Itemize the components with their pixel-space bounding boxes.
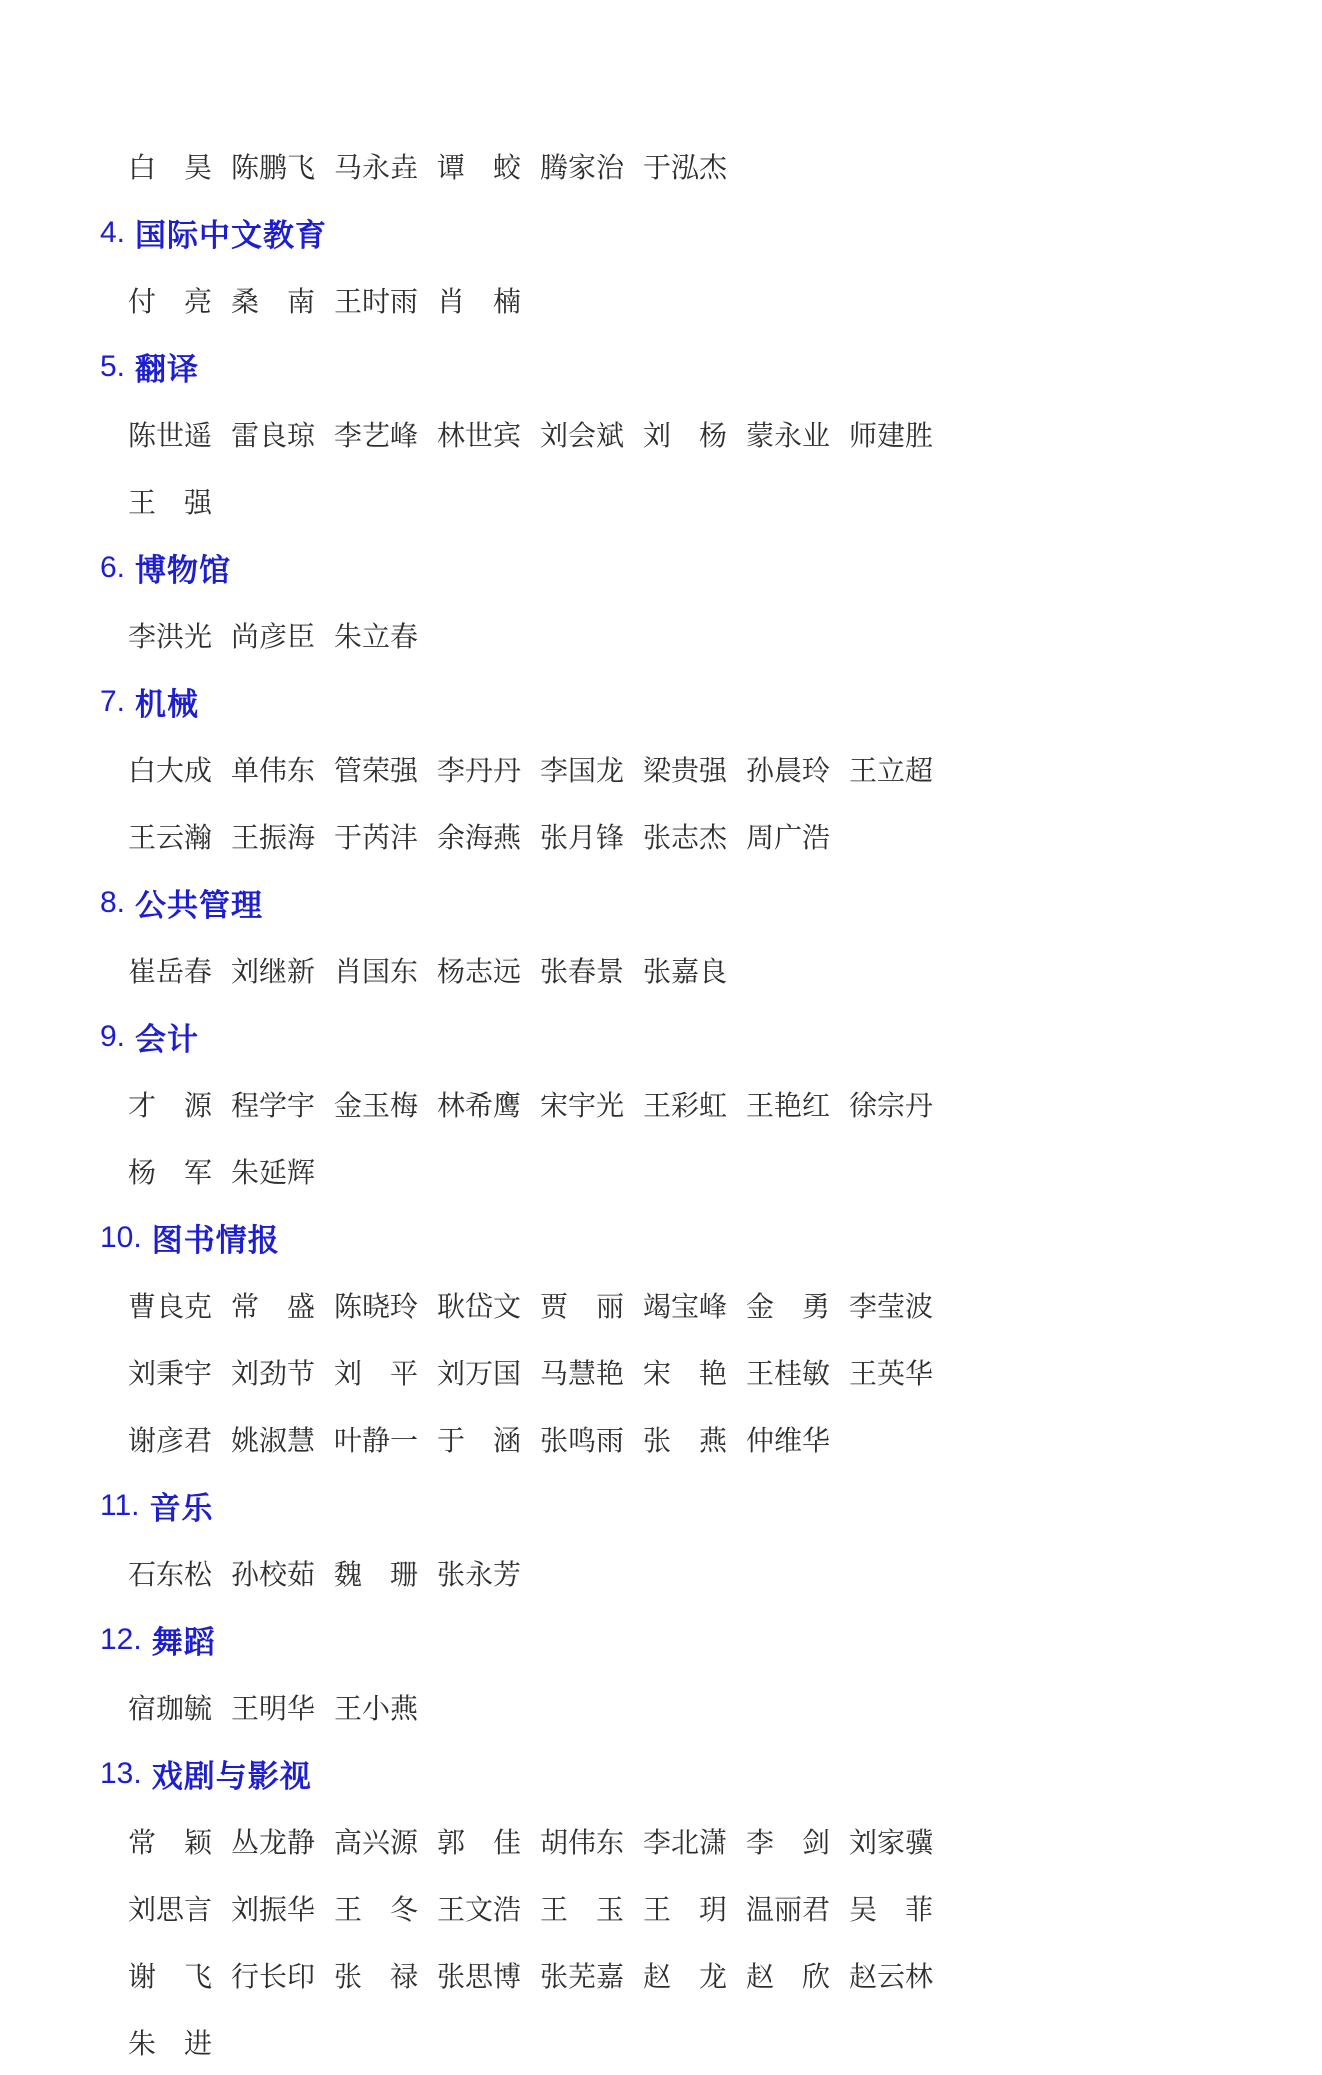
person-name: 李莹波: [849, 1291, 934, 1323]
category-number: 6.: [100, 550, 126, 584]
person-name: 王艳红: [746, 1090, 831, 1122]
person-name: 王文浩: [437, 1894, 522, 1926]
person-name: 曹良克: [128, 1291, 213, 1323]
category-title: 国际中文教育: [135, 218, 328, 253]
person-name: 陈世遥: [128, 420, 213, 452]
name-list: [128, 1271, 1242, 1472]
person-name: 王 冬: [334, 1894, 419, 1926]
person-name: 师建胜: [849, 420, 934, 452]
person-name: 行长印: [231, 1961, 316, 1993]
category-number: 5.: [100, 349, 126, 383]
category-number: 11.: [100, 1488, 140, 1522]
person-name: 赵云林: [849, 1961, 934, 1993]
name-list: [128, 936, 1242, 1003]
person-name: 张 燕: [643, 1425, 728, 1457]
person-name: 李国龙: [540, 755, 625, 787]
person-name: 杨 军: [128, 1157, 213, 1189]
person-name: 耿岱文: [437, 1291, 522, 1323]
category-number: 7.: [100, 684, 126, 718]
category-number: 13.: [100, 1756, 142, 1790]
name-list: [128, 266, 1242, 333]
person-name: 于 涵: [437, 1425, 522, 1457]
person-name: 赵 龙: [643, 1961, 728, 1993]
category-number: 8.: [100, 885, 126, 919]
person-name: 王立超: [849, 755, 934, 787]
person-name: 宋宇光: [540, 1090, 625, 1122]
person-name: 李丹丹: [437, 755, 522, 787]
person-name: 付 亮: [128, 286, 213, 318]
person-name: 王英华: [849, 1358, 934, 1390]
category-title: 机械: [135, 687, 200, 722]
person-name: 林希鹰: [437, 1090, 522, 1122]
name-list: [128, 601, 1242, 668]
person-name: 张嘉良: [643, 956, 728, 988]
person-name: 徐宗丹: [849, 1090, 934, 1122]
person-name: 林世宾: [437, 420, 522, 452]
category-section: [100, 668, 1242, 869]
person-name: 丛龙静: [231, 1827, 316, 1859]
person-name: 才 源: [128, 1090, 213, 1122]
category-section: [100, 1606, 1242, 1740]
person-name: 王 玉: [540, 1894, 625, 1926]
person-name: 余海燕: [437, 822, 522, 854]
person-name: 马永垚: [334, 152, 419, 184]
person-name: 刘秉宇: [128, 1358, 213, 1390]
person-name: 李洪光: [128, 621, 213, 653]
category-title: 图书情报: [151, 1223, 280, 1258]
person-name: 白大成: [128, 755, 213, 787]
category-section: [100, 1003, 1242, 1204]
name-list: [128, 1539, 1242, 1606]
person-name: 王 强: [128, 487, 213, 519]
person-name: 梁贵强: [643, 755, 728, 787]
category-title: 音乐: [149, 1491, 214, 1526]
category-heading: [100, 1606, 1242, 1673]
person-name: 张志杰: [643, 822, 728, 854]
person-name: 张芜嘉: [540, 1961, 625, 1993]
category-heading: [100, 869, 1242, 936]
category-section: [100, 869, 1242, 1003]
person-name: 宋 艳: [643, 1358, 728, 1390]
person-name: 杨志远: [437, 956, 522, 988]
category-title: 公共管理: [135, 888, 264, 923]
person-name: 张思博: [437, 1961, 522, 1993]
category-heading: [100, 1204, 1242, 1271]
category-number: 10.: [100, 1220, 142, 1254]
person-name: 孙校茹: [231, 1559, 316, 1591]
person-name: 张永芳: [437, 1559, 522, 1591]
person-name: 孙晨玲: [746, 755, 831, 787]
category-heading: [100, 534, 1242, 601]
person-name: 谢 飞: [128, 1961, 213, 1993]
person-name: 赵 欣: [746, 1961, 831, 1993]
category-heading: [100, 199, 1242, 266]
person-name: 王桂敏: [746, 1358, 831, 1390]
category-section: [100, 199, 1242, 333]
category-section: [100, 333, 1242, 534]
person-name: 蒙永业: [746, 420, 831, 452]
person-name: 于泓杰: [643, 152, 728, 184]
name-list: [128, 400, 1242, 534]
person-name: 金 勇: [746, 1291, 831, 1323]
person-name: 肖国东: [334, 956, 419, 988]
person-name: 常 颖: [128, 1827, 213, 1859]
category-section: [100, 534, 1242, 668]
person-name: 陈晓玲: [334, 1291, 419, 1323]
person-name: 竭宝峰: [643, 1291, 728, 1323]
category-number: 9.: [100, 1019, 126, 1053]
person-name: 王明华: [231, 1693, 316, 1725]
person-name: 李 剑: [746, 1827, 831, 1859]
person-name: 王云瀚: [128, 822, 213, 854]
person-name: 刘 杨: [643, 420, 728, 452]
person-name: 周广浩: [746, 822, 831, 854]
person-name: 谭 蛟: [437, 152, 522, 184]
person-name: 常 盛: [231, 1291, 316, 1323]
person-name: 胡伟东: [540, 1827, 625, 1859]
person-name: 叶静一: [334, 1425, 419, 1457]
category-title: 舞蹈: [151, 1625, 216, 1660]
person-name: 于芮沣: [334, 822, 419, 854]
name-list: [128, 1673, 1242, 1740]
person-name: 刘继新: [231, 956, 316, 988]
person-name: 刘万国: [437, 1358, 522, 1390]
category-section: [100, 1740, 1242, 2075]
person-name: 温丽君: [746, 1894, 831, 1926]
name-list: [128, 1807, 1242, 2075]
category-heading: [100, 668, 1242, 735]
category-heading: [100, 1472, 1242, 1539]
person-name: 刘劲节: [231, 1358, 316, 1390]
person-name: 仲维华: [746, 1425, 831, 1457]
person-name: 王小燕: [334, 1693, 419, 1725]
category-heading: [100, 333, 1242, 400]
person-name: 李北潇: [643, 1827, 728, 1859]
category-title: 博物馆: [135, 553, 232, 588]
person-name: 肖 楠: [437, 286, 522, 318]
person-name: 宿珈毓: [128, 1693, 213, 1725]
category-number: 4.: [100, 215, 126, 249]
person-name: 崔岳春: [128, 956, 213, 988]
person-name: 谢彦君: [128, 1425, 213, 1457]
person-name: 石东松: [128, 1559, 213, 1591]
person-name: 刘思言: [128, 1894, 213, 1926]
person-name: 刘家骥: [849, 1827, 934, 1859]
person-name: 尚彦臣: [231, 621, 316, 653]
person-name: 张月锋: [540, 822, 625, 854]
person-name: 张春景: [540, 956, 625, 988]
person-name: 高兴源: [334, 1827, 419, 1859]
person-name: 姚淑慧: [231, 1425, 316, 1457]
person-name: 白 昊: [128, 152, 213, 184]
person-name: 朱 进: [128, 2028, 213, 2060]
person-name: 贾 丽: [540, 1291, 625, 1323]
person-name: 刘会斌: [540, 420, 625, 452]
person-name: 朱立春: [334, 621, 419, 653]
person-name: 吴 菲: [849, 1894, 934, 1926]
person-name: 王振海: [231, 822, 316, 854]
person-name: 腾家治: [540, 152, 625, 184]
category-number: 12.: [100, 1622, 142, 1656]
category-title: 戏剧与影视: [151, 1759, 312, 1794]
person-name: 王 玥: [643, 1894, 728, 1926]
name-list: [128, 1070, 1242, 1204]
person-name: 王彩虹: [643, 1090, 728, 1122]
sections-container: [100, 199, 1242, 2075]
person-name: 单伟东: [231, 755, 316, 787]
person-name: 张鸣雨: [540, 1425, 625, 1457]
category-title: 翻译: [135, 352, 200, 387]
person-name: 金玉梅: [334, 1090, 419, 1122]
person-name: 马慧艳: [540, 1358, 625, 1390]
category-heading: [100, 1740, 1242, 1807]
category-heading: [100, 1003, 1242, 1070]
person-name: 李艺峰: [334, 420, 419, 452]
leading-names-row: [128, 132, 1242, 199]
category-section: [100, 1472, 1242, 1606]
person-name: 管荣强: [334, 755, 419, 787]
person-name: 郭 佳: [437, 1827, 522, 1859]
person-name: 魏 珊: [334, 1559, 419, 1591]
person-name: 桑 南: [231, 286, 316, 318]
person-name: 陈鹏飞: [231, 152, 316, 184]
person-name: 刘 平: [334, 1358, 419, 1390]
person-name: 程学宇: [231, 1090, 316, 1122]
person-name: 雷良琼: [231, 420, 316, 452]
person-name: 王时雨: [334, 286, 419, 318]
name-list: [128, 735, 1242, 869]
category-title: 会计: [135, 1022, 200, 1057]
person-name: 刘振华: [231, 1894, 316, 1926]
category-section: [100, 1204, 1242, 1472]
person-name: 张 禄: [334, 1961, 419, 1993]
person-name: 朱延辉: [231, 1157, 316, 1189]
